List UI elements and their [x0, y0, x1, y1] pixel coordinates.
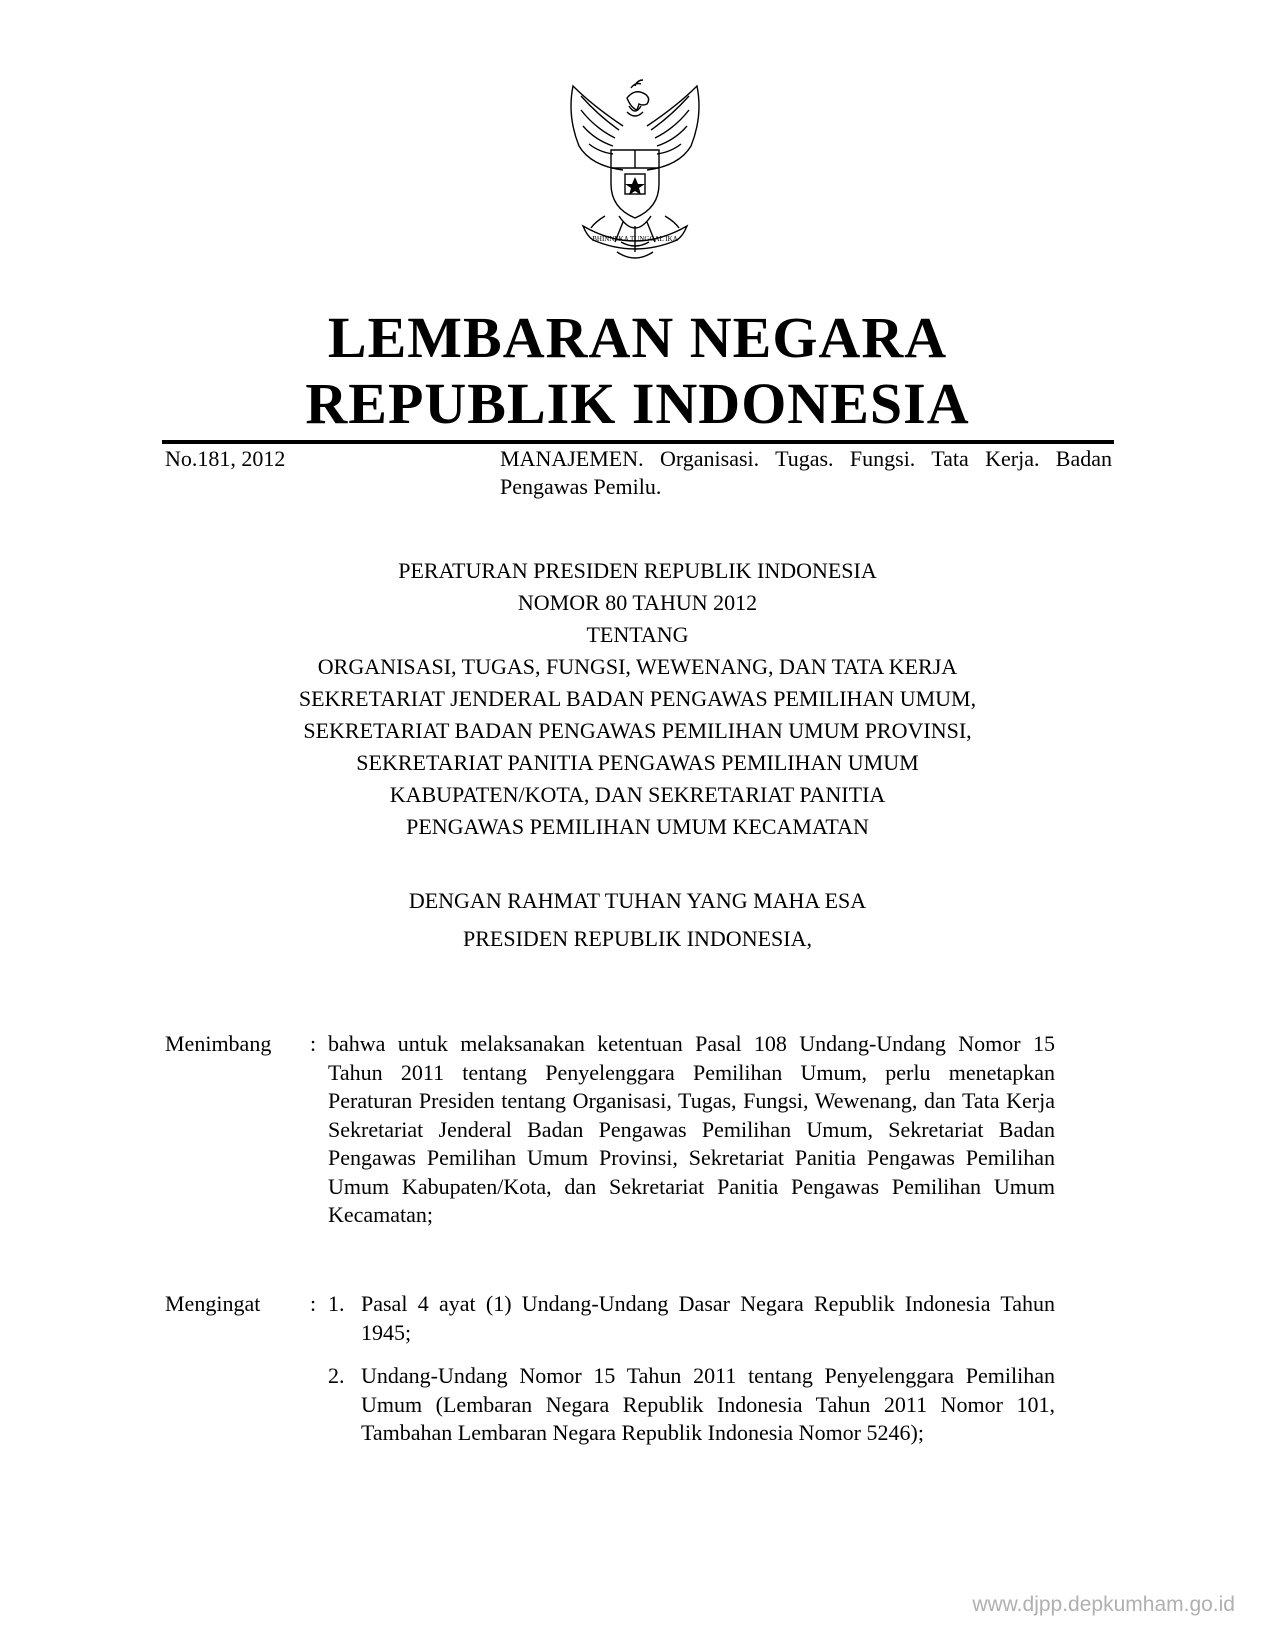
- gazette-subject: MANAJEMEN. Organisasi. Tugas. Fungsi. Tata Kerja. Badan Pengawas Pemilu.: [500, 446, 1112, 499]
- mengingat-item-text: Pasal 4 ayat (1) Undang-Undang Dasar Negara Republik Indonesia Tahun 1945;: [361, 1291, 1055, 1345]
- title-line: SEKRETARIAT JENDERAL BADAN PENGAWAS PEMILIHAN UMUM,: [298, 686, 977, 711]
- title-line: PERATURAN PRESIDEN REPUBLIK INDONESIA: [398, 558, 877, 583]
- preamble-line: DENGAN RAHMAT TUHAN YANG MAHA ESA: [408, 888, 867, 913]
- emblem-motto: BHINNEKA TUNGGAL IKA: [592, 235, 678, 243]
- title-line: TENTANG: [586, 622, 689, 647]
- title-line: PENGAWAS PEMILIHAN UMUM KECAMATAN: [406, 814, 869, 839]
- menimbang-colon: :: [310, 1031, 317, 1056]
- masthead-line-2: REPUBLIK INDONESIA: [305, 371, 970, 436]
- garuda-emblem-icon: [535, 76, 735, 276]
- preamble: [0, 885, 1275, 955]
- menimbang-label: Menimbang: [165, 1031, 272, 1056]
- title-line: SEKRETARIAT PANITIA PENGAWAS PEMILIHAN UMUM: [356, 750, 919, 775]
- regulation-title: [0, 555, 1275, 843]
- mengingat-item-number: 2.: [328, 1363, 345, 1388]
- menimbang-text: bahwa untuk melaksanakan ketentuan Pasal 108 Undang-Undang Nomor 15 Tahun 2011 tentang Penyelenggara Pemilihan Umum, perlu menetapkan Peraturan Presiden tentang Organisasi, Tugas, Fungsi, Wewenang, dan Tata Kerja Sekretariat Jenderal Badan Pengawas Pemilihan Umum, Sekretariat Badan Pengawas Pemilihan Umum Provinsi, Sekretariat Panitia Pengawas Pemilihan Umum Kabupaten/Kota, dan Sekretariat Panitia Pengawas Pemilihan Umum Kecamatan;: [328, 1031, 1055, 1227]
- masthead-line-1: LEMBARAN NEGARA: [327, 305, 948, 370]
- watermark-url: www.djpp.depkumham.go.id: [972, 1593, 1235, 1616]
- title-line: ORGANISASI, TUGAS, FUNGSI, WEWENANG, DAN TATA KERJA: [317, 654, 958, 679]
- title-line: NOMOR 80 TAHUN 2012: [517, 590, 758, 615]
- preamble-line: PRESIDEN REPUBLIK INDONESIA,: [463, 926, 812, 951]
- title-line: KABUPATEN/KOTA, DAN SEKRETARIAT PANITIA: [389, 782, 886, 807]
- masthead-divider: [162, 440, 1114, 444]
- mengingat-item-text: Undang-Undang Nomor 15 Tahun 2011 tentang Penyelenggara Pemilihan Umum (Lembaran Negara Republik Indonesia Tahun 2011 Nomor 101, Tambahan Lembaran Negara Republik Indonesia Nomor 5246);: [361, 1363, 1055, 1445]
- mengingat-label: Mengingat: [165, 1291, 261, 1316]
- title-line: SEKRETARIAT BADAN PENGAWAS PEMILIHAN UMUM PROVINSI,: [303, 718, 972, 743]
- mengingat-colon: :: [310, 1291, 317, 1316]
- gazette-number: No.181, 2012: [165, 446, 286, 471]
- mengingat-item-number: 1.: [328, 1291, 345, 1316]
